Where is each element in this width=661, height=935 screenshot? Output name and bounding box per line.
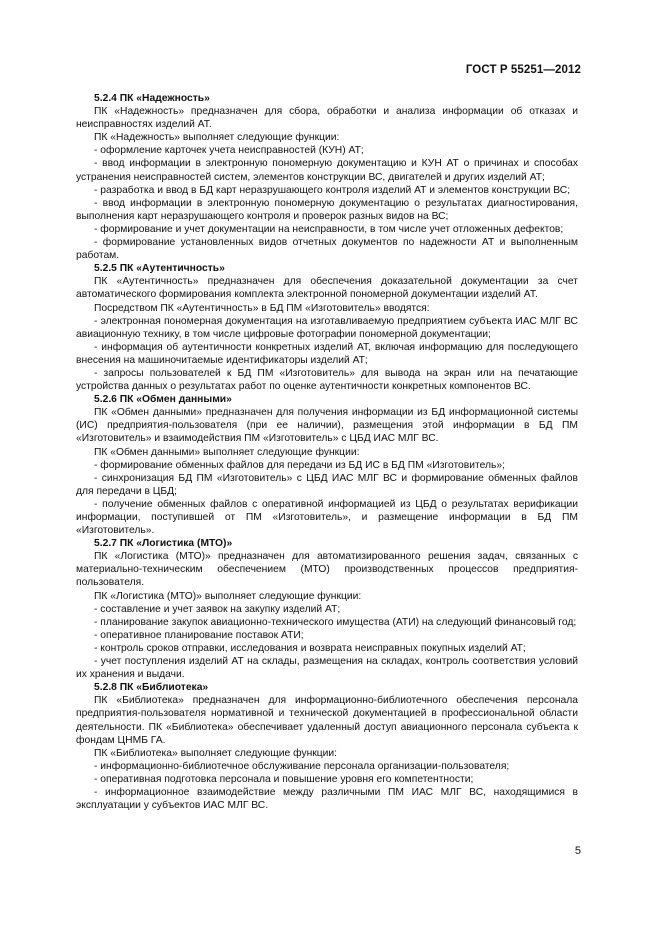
list-item: - оперативное планирование поставок АТИ;	[94, 629, 304, 641]
section-library	[76, 681, 578, 812]
list-item: - ввод информации в электронную пономерную документацию и КУН АТ о причинах и способах устранения неисправностей систем, элементов конструкции ВС, двигателей и других изделий АТ;	[76, 158, 578, 183]
list-item: - запросы пользователей к БД ПМ «Изготовитель» для вывода на экран или на печатающие устройства данных о результатах работ по оценке аутентичности конкретных компонентов ВС.	[76, 367, 578, 393]
list-item: - синхронизация БД ПМ «Изготовитель» с ЦБД ИАС МЛГ ВС и формирование обменных файлов для передачи в ЦБД;	[76, 472, 578, 497]
section-reliability	[76, 92, 578, 262]
list-item: - составление и учет заявок на закупку изделий АТ;	[94, 603, 341, 615]
section-data-exchange	[76, 393, 578, 537]
section-heading: 5.2.6 ПК «Обмен данными»	[94, 394, 232, 406]
section-heading: 5.2.7 ПК «Логистика (МТО)»	[94, 538, 233, 550]
list-item: - формирование обменных файлов для передачи из БД ИС в БД ПМ «Изготовитель»;	[94, 459, 505, 471]
page-body	[76, 92, 578, 812]
paragraph: ПК «Библиотека» выполняет следующие функции:	[94, 747, 338, 759]
list-item: - информация об аутентичности конкретных изделий АТ, включая информацию для последующего внесения на машиночитаемые идентификаторы изделий АТ;	[76, 341, 578, 366]
paragraph: ПК «Логистика (МТО)» предназначен для автоматизированного решения задач, связанных с материально-техническим обеспечением (МТО) производственных процессов предприятия-пользователя.	[76, 551, 578, 589]
section-heading: 5.2.4 ПК «Надежность»	[94, 93, 210, 104]
list-item: - ввод информации в электронную пономерную документацию о результатах диагностирования, выполнения карт неразрушающего контроля и проверок разных видов на ВС;	[76, 197, 578, 222]
paragraph: ПК «Логистика (МТО)» выполняет следующие функции:	[94, 590, 362, 602]
list-item: - учет поступления изделий АТ на склады, размещения на складах, контроль соответствия условий их хранения и выдачи.	[76, 656, 578, 681]
paragraph: ПК «Аутентичность» предназначен для обеспечения доказательной документации за счет автоматического формирования комплекта электронной пономерной документации изделий АТ.	[76, 276, 578, 301]
section-logistics	[76, 537, 578, 681]
paragraph: ПК «Обмен данными» предназначен для получения информации из БД информационной системы (ИС) предприятия-пользователя (при ее наличии), размещения этой информации в БД ПМ «Изготовитель» и взаимодействия ПМ «Изготовитель» с ЦБД ИАС МЛГ ВС.	[76, 407, 578, 445]
list-item: - формирование установленных видов отчетных документов по надежности АТ и выполненным работам.	[76, 237, 578, 262]
list-item: - оформление карточек учета неисправностей (КУН) АТ;	[94, 145, 364, 157]
list-item: - разработка и ввод в БД карт неразрушающего контроля изделий АТ и элементов конструкции ВС;	[94, 184, 571, 196]
paragraph: ПК «Надежность» выполняет следующие функции:	[94, 132, 340, 144]
section-heading: 5.2.5 ПК «Аутентичность»	[94, 263, 225, 275]
paragraph: ПК «Библиотека» предназначен для информационно-библиотечного обеспечения персонала предприятия-пользователя нормативной и технической документацией в профессиональной области деятельности. ПК «Библиотека» обеспечивает удаленный доступ авиационного персонала субъекта к фондам ЦНМБ ГА.	[76, 695, 578, 746]
paragraph: ПК «Обмен данными» выполняет следующие функции:	[94, 446, 360, 458]
list-item: - контроль сроков отправки, исследования и возврата неисправных покупных изделий АТ;	[94, 642, 526, 654]
paragraph: Посредством ПК «Аутентичность» в БД ПМ «Изготовитель» вводятся:	[94, 302, 430, 314]
document-code: ГОСТ Р 55251—2012	[465, 64, 581, 76]
page-number: 5	[574, 845, 581, 857]
list-item: - планирование закупок авиационно-технического имущества (АТИ) на следующий финансовый год;	[94, 616, 577, 628]
paragraph: ПК «Надежность» предназначен для сбора, обработки и анализа информации об отказах и неисправностях изделий АТ.	[76, 106, 578, 131]
section-authenticity	[76, 262, 578, 393]
list-item: - оперативная подготовка персонала и повышение уровня его компетентности;	[94, 773, 474, 785]
list-item: - электронная пономерная документация на изготавливаемую предприятием субъекта ИАС МЛГ ВС авиационную технику, в том числе цифровые фотографии пономерной документации;	[76, 315, 578, 340]
section-heading: 5.2.8 ПК «Библиотека»	[94, 682, 209, 694]
list-item: - информационное взаимодействие между различными ПМ ИАС МЛГ ВС, находящимися в эксплуатации у субъектов ИАС МЛГ ВС.	[76, 786, 578, 812]
list-item: - информационно-библиотечное обслуживание персонала организации-пользователя;	[94, 760, 510, 772]
list-item: - формирование и учет документации на неисправности, в том числе учет отложенных дефектов;	[94, 223, 564, 235]
list-item: - получение обменных файлов с оперативной информацией из ЦБД о результатах верификации информации, поступившей от ПМ «Изготовитель», и размещение информации в БД ПМ «Изготовитель».	[76, 498, 578, 537]
